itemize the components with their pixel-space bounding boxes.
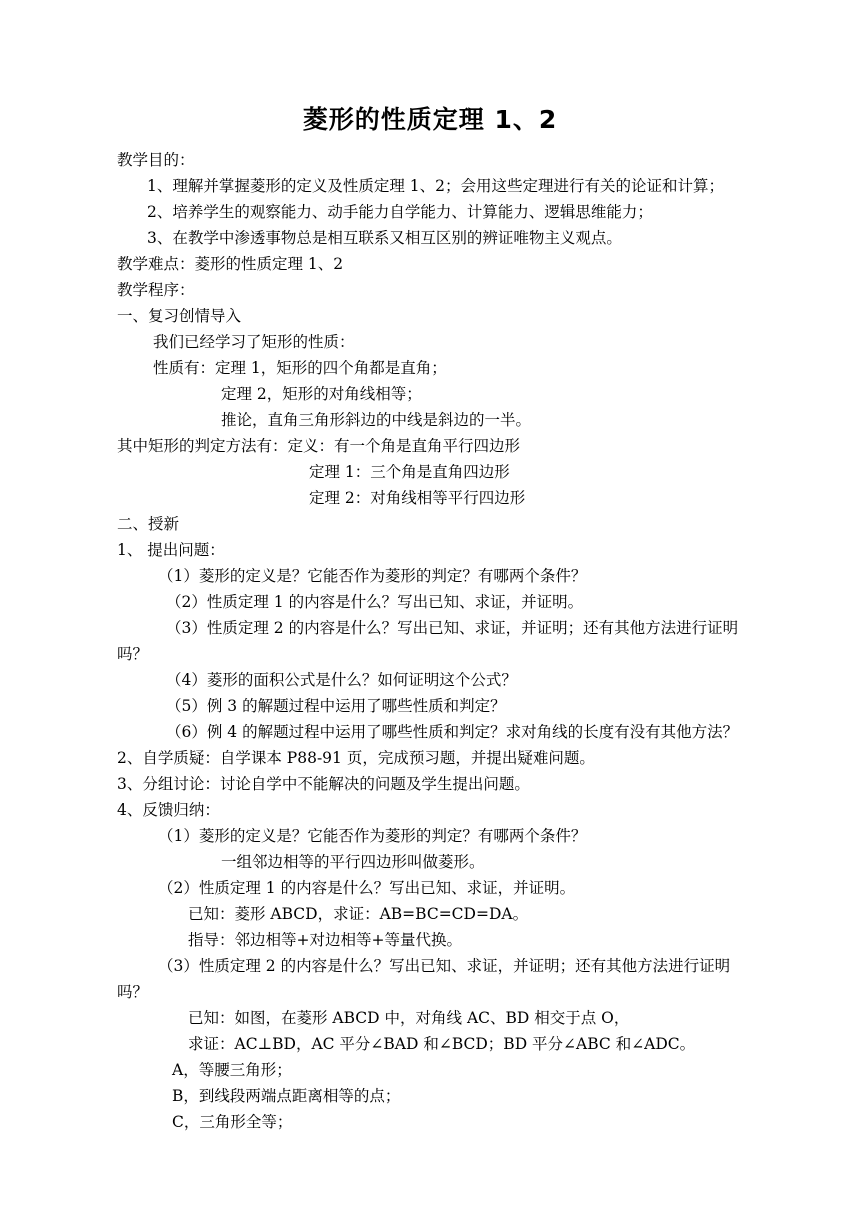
text-line: 已知：菱形 ABCD，求证：AB=BC=CD=DA。 — [188, 905, 529, 923]
text-line: 2、培养学生的观察能力、动手能力自学能力、计算能力、逻辑思维能力； — [147, 203, 653, 221]
text-line: 4、反馈归纳： — [117, 801, 220, 819]
text-line: 1、理解并掌握菱形的定义及性质定理 1、2；会用这些定理进行有关的论证和计算； — [147, 177, 725, 195]
text-line: 我们已经学习了矩形的性质： — [153, 333, 355, 351]
text-line: （2）性质定理 1 的内容是什么？写出已知、求证，并证明。 — [158, 879, 576, 897]
text-line: 定理 2，矩形的对角线相等； — [221, 385, 422, 403]
text-line: C，三角形全等； — [172, 1113, 293, 1131]
text-line: （1）菱形的定义是？它能否作为菱形的判定？有哪两个条件？ — [158, 827, 587, 845]
text-line: 推论，直角三角形斜边的中线是斜边的一半。 — [221, 411, 532, 429]
text-line: （5）例 3 的解题过程中运用了哪些性质和判定？ — [166, 697, 506, 715]
text-line: （3）性质定理 2 的内容是什么？写出已知、求证，并证明；还有其他方法进行证明 — [158, 957, 731, 975]
text-line: 其中矩形的判定方法有：定义：有一个角是直角平行四边形 — [117, 437, 521, 455]
text-line: 一组邻边相等的平行四边形叫做菱形。 — [221, 853, 485, 871]
text-line: 2、自学质疑：自学课本 P88-91 页，完成预习题，并提出疑难问题。 — [117, 749, 595, 767]
text-line: 吗？ — [117, 983, 149, 1001]
text-line: 1、 提出问题： — [117, 541, 225, 559]
text-line: 一、复习创情导入 — [117, 307, 242, 325]
text-line: （2）性质定理 1 的内容是什么？写出已知、求证，并证明。 — [166, 593, 584, 611]
text-line: （6）例 4 的解题过程中运用了哪些性质和判定？求对角线的长度有没有其他方法？ — [166, 723, 739, 741]
text-line: （3）性质定理 2 的内容是什么？写出已知、求证，并证明；还有其他方法进行证明 — [166, 619, 739, 637]
text-line: B，到线段两端点距离相等的点； — [172, 1087, 401, 1105]
text-line: 教学程序： — [117, 281, 195, 299]
text-line: 性质有：定理 1，矩形的四个角都是直角； — [153, 359, 447, 377]
text-line: 3、分组讨论：讨论自学中不能解决的问题及学生提出问题。 — [117, 775, 530, 793]
text-line: 指导：邻边相等+对边相等+等量代换。 — [188, 931, 462, 949]
text-line: 已知：如图，在菱形 ABCD 中，对角线 AC、BD 相交于点 O， — [188, 1009, 630, 1027]
text-line: 教学难点：菱形的性质定理 1、2 — [117, 255, 344, 273]
text-line: 3、在教学中渗透事物总是相互联系又相互区别的辨证唯物主义观点。 — [147, 229, 622, 247]
text-line: 定理 1：三个角是直角四边形 — [309, 463, 510, 481]
text-line: （4）菱形的面积公式是什么？如何证明这个公式？ — [166, 671, 517, 689]
text-line: 定理 2：对角线相等平行四边形 — [309, 489, 526, 507]
text-line: （1）菱形的定义是？它能否作为菱形的判定？有哪两个条件？ — [158, 567, 587, 585]
text-line: 二、授新 — [117, 515, 180, 533]
text-line: 教学目的： — [117, 151, 195, 169]
text-line: 求证：AC⊥BD，AC 平分∠BAD 和∠BCD；BD 平分∠ABC 和∠ADC。 — [188, 1035, 696, 1053]
text-line: 吗？ — [117, 645, 149, 663]
document-title: 菱形的性质定理 1、2 — [302, 105, 558, 134]
text-line: A，等腰三角形； — [172, 1061, 292, 1079]
